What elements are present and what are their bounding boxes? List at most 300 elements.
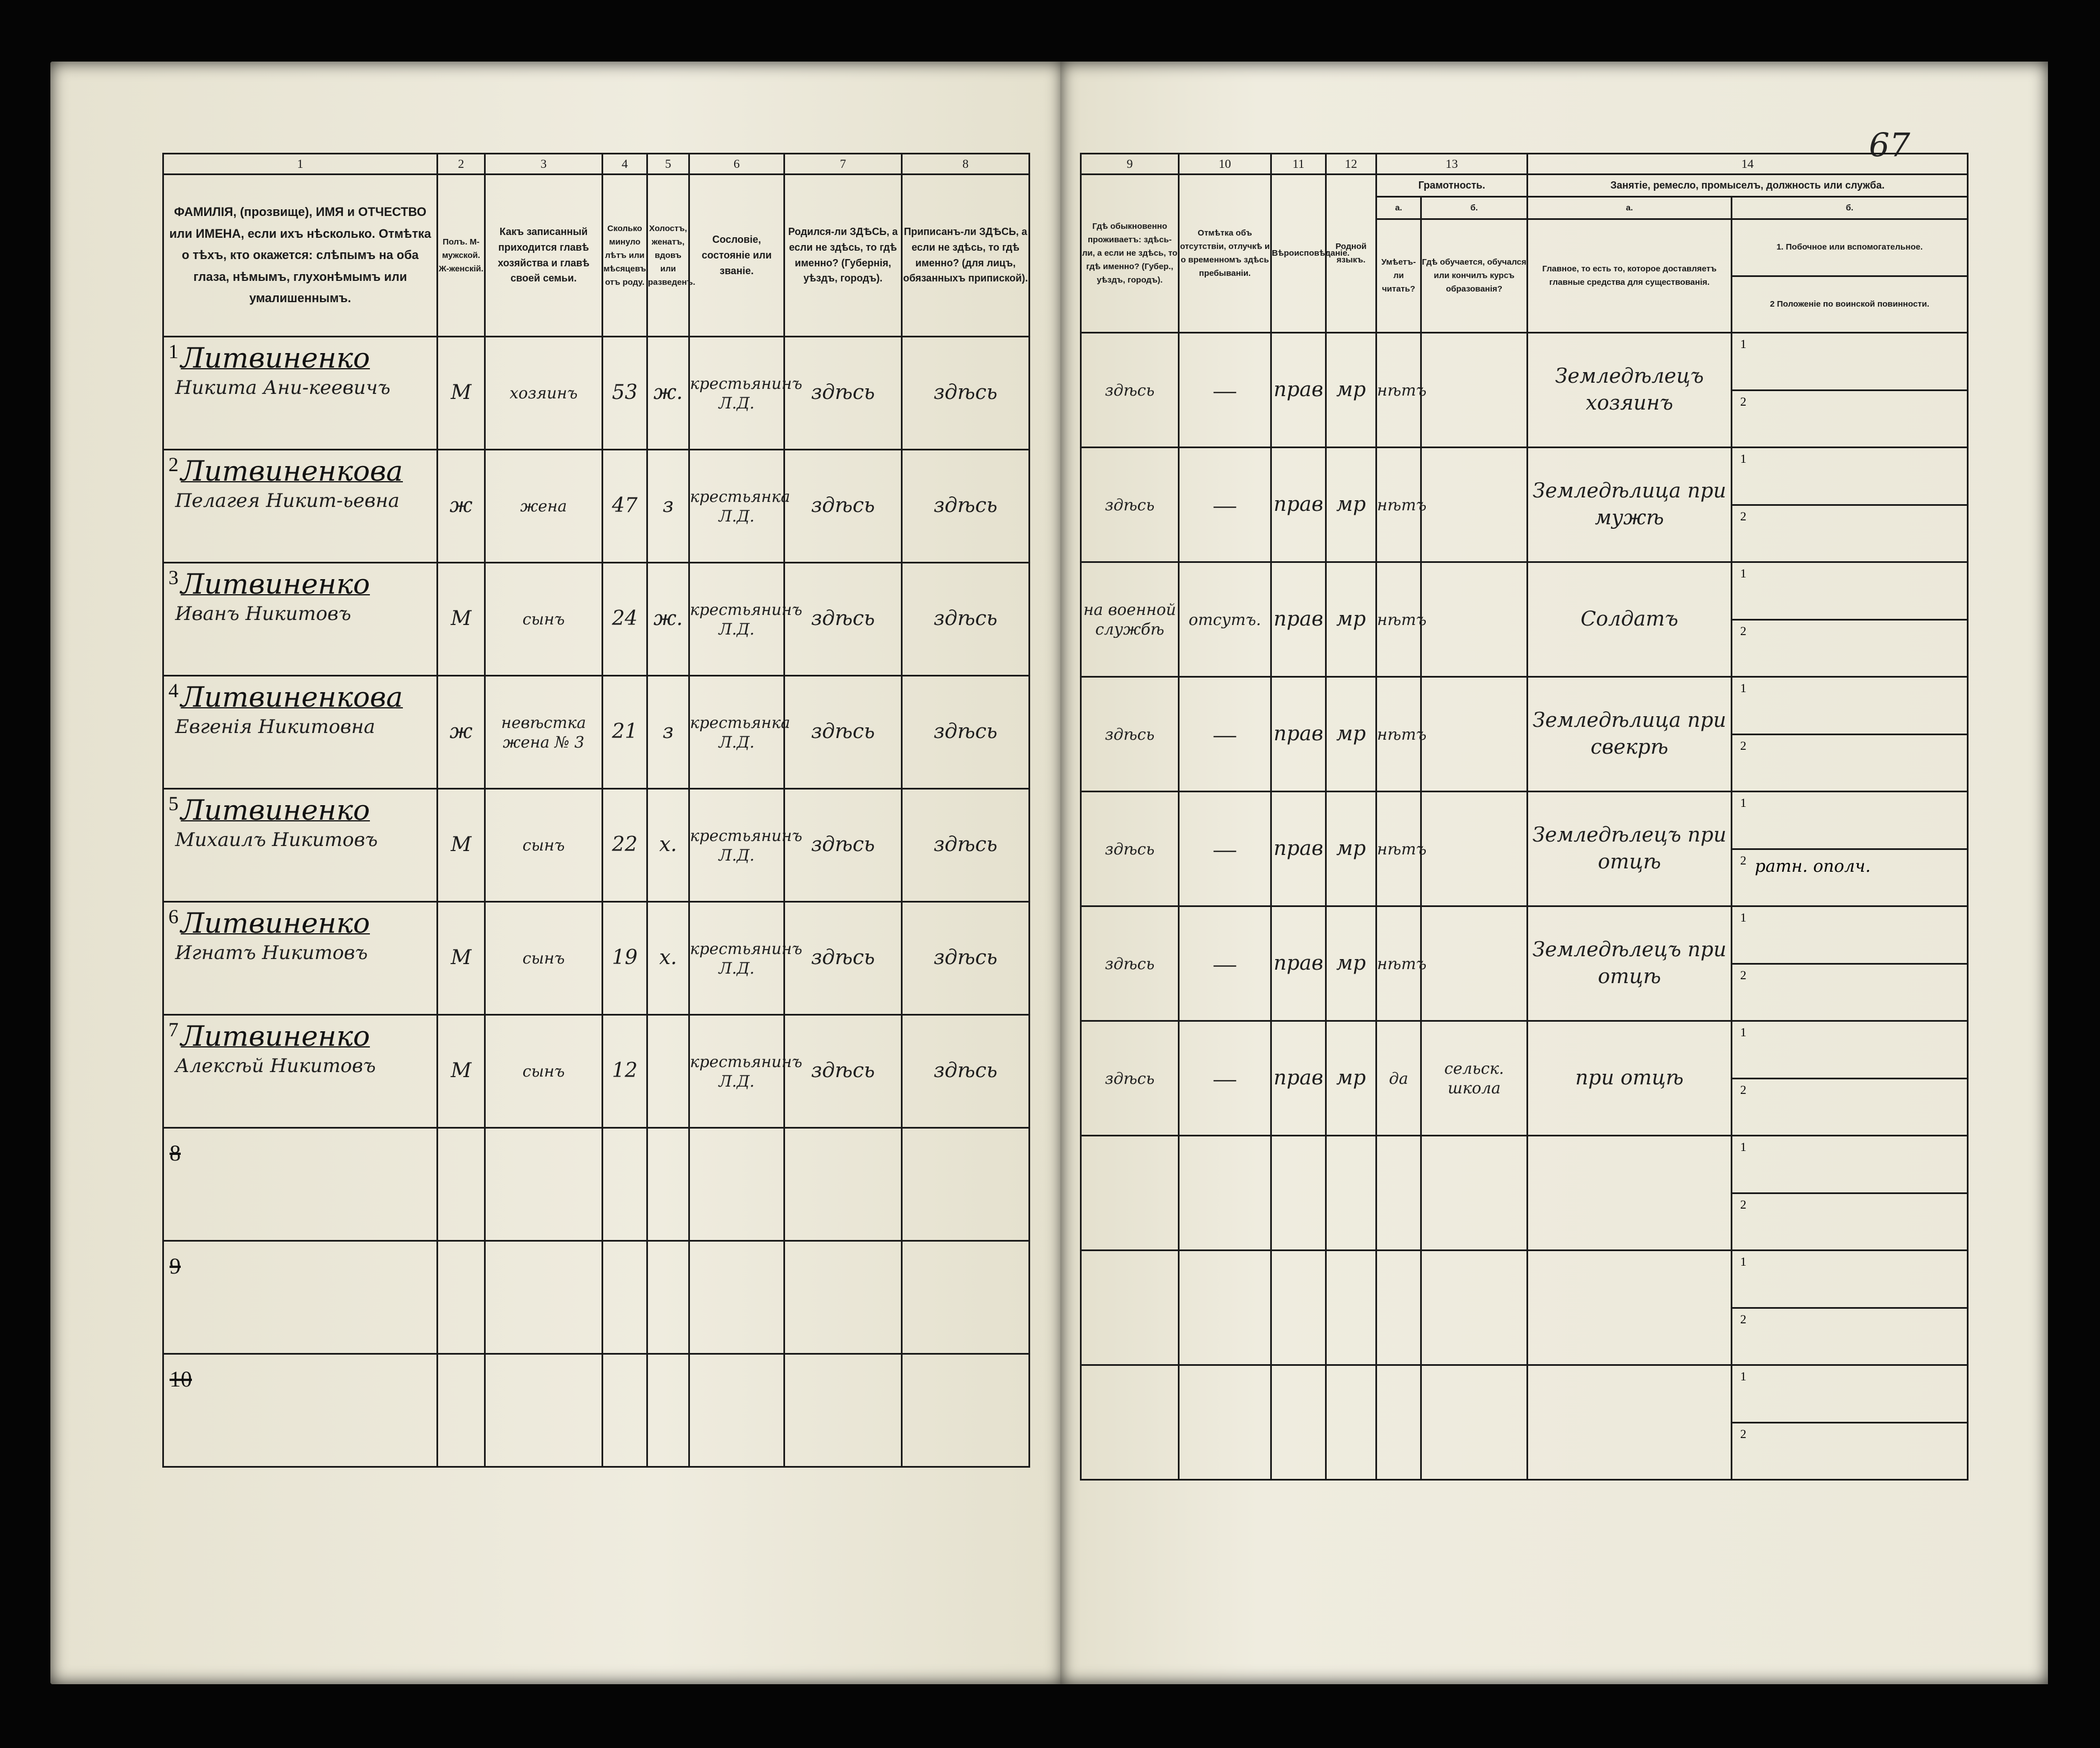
literacy-cell [1376, 677, 1427, 792]
relation-cell [485, 789, 603, 902]
registered-cell [902, 902, 1030, 1015]
secondary-cell [1732, 1251, 1968, 1365]
born-cell-text: здѣсь [811, 494, 875, 518]
residence-cell [1081, 1021, 1179, 1136]
table-row [1081, 448, 1968, 562]
registered-cell-text: здѣсь [933, 1059, 998, 1083]
column-number: 11 [1271, 154, 1326, 175]
age-cell-text: 21 [612, 720, 638, 744]
secondary-cell [1732, 792, 1968, 906]
relation-cell-text: невѣстка жена № 3 [501, 713, 586, 751]
relation-cell [485, 1128, 603, 1241]
relation-cell-text: сынъ [522, 836, 565, 855]
military-status-slot [1732, 965, 1967, 1021]
registered-cell-text: здѣсь [933, 381, 998, 405]
religion-cell-text: прав [1274, 722, 1323, 745]
born-cell [784, 1015, 902, 1128]
religion-cell [1271, 562, 1326, 677]
secondary-occupation-slot [1732, 448, 1967, 506]
page-number: 67 [1869, 126, 1910, 164]
secondary-occupation-slot [1732, 563, 1967, 621]
registered-cell [902, 563, 1030, 676]
religion-cell-text: прав [1274, 492, 1323, 516]
age-cell-text: 53 [612, 381, 638, 405]
row-number: 5 [168, 792, 178, 815]
table-row [163, 902, 1030, 1015]
surname: Литвиненко [181, 794, 370, 827]
given-name: Евгенія Никитовна [175, 716, 375, 739]
military-status-slot [1732, 506, 1967, 562]
table-row [1081, 792, 1968, 906]
name-cell [163, 902, 438, 1015]
table-row [163, 1015, 1030, 1128]
surname: Литвиненкова [181, 681, 403, 714]
residence-cell-text: здѣсь [1105, 839, 1155, 858]
row-number: 3 [168, 566, 178, 589]
header-main-occupation: Главное, то есть то, которое доставляетъ главные средства для существованія. [1528, 219, 1732, 333]
language-cell [1326, 1136, 1376, 1251]
military-status-slot [1732, 850, 1967, 906]
marital-cell [647, 789, 689, 902]
language-cell-text: мр [1336, 837, 1366, 860]
occupation-cell [1528, 1251, 1732, 1365]
secondary-occupation-slot [1732, 333, 1967, 391]
header-residence: Гдѣ обыкновенно проживаетъ: здѣсь-ли, а если не здѣсь, то гдѣ именно? (Губер., уѣздъ, городъ). [1081, 175, 1179, 333]
header-marital: Холостъ, женатъ, вдовъ или разведенъ. [647, 175, 689, 337]
marital-cell-text: х. [659, 946, 677, 970]
marital-cell [647, 676, 689, 789]
sub-index: 1 [1740, 566, 1746, 581]
estate-cell [689, 337, 802, 450]
estate-cell [689, 676, 791, 789]
registered-cell-text: здѣсь [933, 607, 998, 631]
literacy-cell-text: нѣтъ [1377, 495, 1427, 514]
occupation-cell-text: Земледѣлица при мужѣ [1533, 479, 1726, 530]
residence-cell-text: здѣсь [1105, 495, 1155, 514]
relation-cell [485, 337, 603, 450]
education-cell [1421, 1136, 1528, 1251]
column-number: 10 [1179, 154, 1271, 175]
military-status-slot [1732, 1423, 1967, 1479]
military-status-slot [1732, 735, 1967, 791]
secondary-occupation-slot [1732, 1366, 1967, 1423]
sub-index: 2 [1740, 1082, 1746, 1097]
registered-cell-text: здѣсь [933, 833, 998, 857]
residence-cell-text: здѣсь [1105, 725, 1155, 744]
occupation-cell [1528, 906, 1732, 1021]
name-cell [163, 1354, 438, 1467]
language-cell [1326, 906, 1376, 1021]
column-number: 6 [689, 154, 784, 175]
sex-cell-text: ж [449, 720, 473, 744]
marital-cell [647, 337, 689, 450]
given-name: Иванъ Никитовъ [175, 603, 351, 626]
language-cell [1326, 1021, 1376, 1136]
born-cell [784, 902, 902, 1015]
relation-cell-text: сынъ [522, 949, 565, 968]
marital-cell-text: з [663, 494, 674, 518]
absence-cell [1179, 677, 1271, 792]
occupation-cell-text: Земледѣлица при свекрѣ [1533, 708, 1726, 759]
sub-index: 2 [1740, 738, 1746, 753]
literacy-cell [1376, 1365, 1421, 1480]
header-secondary-occupation: 1. Побочное или вспомогательное. [1732, 220, 1967, 277]
table-row [1081, 562, 1968, 677]
education-cell [1421, 562, 1528, 677]
religion-cell-text: прав [1274, 1066, 1323, 1089]
sub-index: 2 [1740, 509, 1746, 523]
religion-cell-text: прав [1274, 837, 1323, 860]
surname: Литвиненко [181, 1020, 370, 1053]
sex-cell [438, 1128, 485, 1241]
relation-cell [485, 676, 603, 789]
sub-index: 2 [1740, 1197, 1746, 1211]
sex-cell [438, 676, 485, 789]
relation-cell [485, 902, 603, 1015]
religion-cell-text: прав [1274, 378, 1323, 401]
literacy-cell-text: нѣтъ [1377, 839, 1427, 858]
age-cell [603, 337, 647, 450]
absence-cell [1179, 562, 1271, 677]
occupation-cell [1528, 677, 1732, 792]
absence-cell-text: — [1214, 836, 1236, 862]
column-number: 13 [1376, 154, 1528, 175]
registered-cell [902, 676, 1030, 789]
marital-cell [647, 1354, 689, 1467]
column-number: 1 [163, 154, 438, 175]
age-cell-text: 19 [612, 946, 638, 970]
sex-cell [438, 1241, 485, 1354]
religion-cell-text: прав [1274, 607, 1323, 631]
literacy-cell [1376, 1136, 1421, 1251]
header-age: Сколько минуло лѣтъ или мѣсяцевъ отъ роду. [603, 175, 647, 337]
born-cell [784, 563, 902, 676]
sex-cell [438, 450, 485, 563]
relation-cell-text: сынъ [522, 1062, 565, 1081]
age-cell [603, 450, 647, 563]
column-number: 14 [1528, 154, 1968, 175]
marital-cell [647, 1241, 689, 1354]
absence-cell [1179, 792, 1271, 906]
secondary-occupation-slot [1732, 792, 1967, 850]
name-cell [163, 337, 438, 450]
sub-index: 2 [1740, 853, 1746, 867]
estate-cell [689, 1128, 784, 1241]
marital-cell-text: ж. [653, 607, 683, 631]
column-number: 8 [902, 154, 1030, 175]
column-number: 12 [1326, 154, 1376, 175]
header-language: Родной языкъ. [1326, 175, 1376, 333]
religion-cell-text: прав [1274, 951, 1323, 975]
sub-index: 1 [1740, 796, 1746, 810]
row-number: 4 [168, 679, 178, 702]
religion-cell [1271, 1365, 1326, 1480]
born-cell [784, 676, 902, 789]
row-number: 10 [170, 1366, 192, 1392]
residence-cell-text: здѣсь [1105, 380, 1155, 400]
absence-cell-text: — [1214, 492, 1236, 518]
marital-cell [647, 450, 689, 563]
sub-index: 2 [1740, 394, 1746, 408]
absence-cell [1179, 448, 1271, 562]
absence-cell-text: — [1214, 951, 1236, 976]
residence-cell [1081, 677, 1179, 792]
religion-cell [1271, 906, 1326, 1021]
column-number-row [163, 154, 1030, 175]
name-cell [163, 1015, 438, 1128]
table-row [163, 789, 1030, 902]
residence-cell [1081, 448, 1179, 562]
name-cell [163, 450, 438, 563]
education-cell [1421, 792, 1528, 906]
marital-cell-text: ж. [653, 381, 683, 405]
secondary-cell [1732, 1021, 1968, 1136]
absence-cell [1179, 1365, 1271, 1480]
absence-cell [1179, 1021, 1271, 1136]
secondary-occupation-slot [1732, 1022, 1967, 1079]
literacy-cell-text: да [1389, 1069, 1408, 1088]
sex-cell [438, 902, 485, 1015]
surname: Литвиненкова [181, 455, 403, 488]
estate-cell [689, 1015, 802, 1128]
military-status-slot [1732, 1079, 1967, 1135]
occupation-cell [1528, 1136, 1732, 1251]
age-cell [603, 1354, 647, 1467]
sub-index: 1 [1740, 1369, 1746, 1384]
registered-cell-text: здѣсь [933, 946, 998, 970]
header-education: Гдѣ обучается, обучался или кончилъ курсъ образованія? [1421, 219, 1528, 333]
estate-cell-text: крестьянка Л.Д. [690, 713, 791, 751]
born-cell [784, 450, 902, 563]
education-cell-text: сельск. школа [1444, 1059, 1504, 1098]
census-table-right [1080, 153, 1969, 1481]
sub-index: 1 [1740, 1025, 1746, 1040]
header-occ-b-label: б. [1732, 197, 1968, 219]
military-status-slot [1732, 391, 1967, 447]
occupation-cell [1528, 562, 1732, 677]
marital-cell [647, 1015, 689, 1128]
marital-cell [647, 902, 689, 1015]
age-cell [603, 563, 647, 676]
literacy-cell [1376, 1021, 1421, 1136]
marital-cell-text: х. [659, 833, 677, 857]
sub-index: 1 [1740, 337, 1746, 351]
table-row [163, 1128, 1030, 1241]
born-cell [784, 1128, 902, 1241]
table-row [163, 450, 1030, 563]
occupation-cell [1528, 333, 1732, 448]
table-row [163, 1354, 1030, 1467]
header-literacy-group: Грамотность. [1376, 175, 1528, 197]
residence-cell-text: здѣсь [1105, 954, 1155, 973]
table-row [1081, 1136, 1968, 1251]
residence-cell [1081, 1365, 1179, 1480]
religion-cell [1271, 1251, 1326, 1365]
education-cell [1421, 333, 1528, 448]
age-cell [603, 1241, 647, 1354]
absence-cell [1179, 906, 1271, 1021]
language-cell [1326, 792, 1376, 906]
table-row [1081, 1251, 1968, 1365]
age-cell-text: 47 [612, 494, 638, 518]
literacy-cell-text: нѣтъ [1377, 610, 1427, 629]
residence-cell [1081, 792, 1179, 906]
sex-cell-text: М [450, 946, 472, 970]
sex-cell [438, 1015, 485, 1128]
given-name: Алексѣй Никитовъ [175, 1055, 376, 1078]
sub-index: 1 [1740, 1140, 1746, 1154]
row-number: 8 [170, 1140, 181, 1166]
header-name: ФАМИЛІЯ, (прозвище), ИМЯ и ОТЧЕСТВО или ИМЕНА, если ихъ нѣсколько. Отмѣтка о тѣхъ, кто окажется: слѣпымъ на оба глаза, нѣмымъ, глухонѣмымъ или умалишеннымъ. [163, 175, 438, 337]
registered-cell [902, 450, 1030, 563]
residence-cell [1081, 333, 1179, 448]
header-registered: Приписанъ-ли ЗДѢСЬ, а если не здѣсь, то гдѣ именно? (для лицъ, обязанныхъ припиской). [902, 175, 1030, 337]
name-cell [163, 1241, 438, 1354]
column-number: 9 [1081, 154, 1179, 175]
language-cell [1326, 1251, 1376, 1365]
occupation-cell [1528, 792, 1732, 906]
religion-cell [1271, 677, 1326, 792]
secondary-occupation-slot [1732, 1251, 1967, 1309]
row-number: 1 [168, 340, 178, 363]
age-cell [603, 1015, 647, 1128]
table-row [1081, 1365, 1968, 1480]
language-cell [1326, 448, 1376, 562]
education-cell [1421, 1251, 1528, 1365]
literacy-cell-text: нѣтъ [1377, 380, 1427, 400]
absence-cell-text: — [1214, 1065, 1236, 1091]
column-number-row [1081, 154, 1968, 175]
born-cell-text: здѣсь [811, 720, 875, 744]
registered-cell [902, 1354, 1030, 1467]
row-number: 7 [168, 1018, 178, 1041]
education-cell [1421, 677, 1528, 792]
table-row [1081, 906, 1968, 1021]
sub-index: 2 [1740, 1312, 1746, 1326]
given-name: Михаилъ Никитовъ [175, 829, 378, 852]
age-cell-text: 12 [612, 1059, 638, 1083]
relation-cell [485, 563, 603, 676]
name-cell [163, 789, 438, 902]
relation-cell-text: жена [520, 497, 567, 516]
religion-cell [1271, 333, 1326, 448]
relation-cell [485, 450, 603, 563]
religion-cell [1271, 1136, 1326, 1251]
born-cell-text: здѣсь [811, 946, 875, 970]
column-header-row [163, 175, 1030, 337]
secondary-cell [1732, 562, 1968, 677]
table-row [163, 563, 1030, 676]
occupation-cell-text: при отцѣ [1575, 1066, 1684, 1089]
header-relation: Какъ записанный приходится главѣ хозяйства и главѣ своей семьи. [485, 175, 603, 337]
estate-cell-text: крестьянинъ Л.Д. [690, 826, 802, 864]
sex-cell [438, 1354, 485, 1467]
residence-cell-text: на военной службѣ [1083, 600, 1176, 639]
born-cell-text: здѣсь [811, 1059, 875, 1083]
sub-index: 2 [1740, 1426, 1746, 1441]
sex-cell-text: М [450, 1059, 472, 1083]
estate-cell [689, 450, 791, 563]
sub-index: 1 [1740, 910, 1746, 925]
surname: Литвиненко [181, 907, 370, 940]
language-cell-text: мр [1336, 492, 1366, 516]
registered-cell [902, 1015, 1030, 1128]
table-row [1081, 333, 1968, 448]
relation-cell [485, 1015, 603, 1128]
sex-cell [438, 337, 485, 450]
table-row [163, 337, 1030, 450]
secondary-cell [1732, 906, 1968, 1021]
header-occ-a-label: а. [1528, 197, 1732, 219]
residence-cell [1081, 906, 1179, 1021]
occupation-cell [1528, 1021, 1732, 1136]
sub-index: 1 [1740, 681, 1746, 696]
marital-cell [647, 563, 689, 676]
born-cell [784, 1354, 902, 1467]
name-cell [163, 1128, 438, 1241]
sub-index: 1 [1740, 452, 1746, 466]
absence-cell [1179, 1136, 1271, 1251]
given-name: Пелагея Никит-ьевна [175, 490, 400, 513]
military-status-slot [1732, 1194, 1967, 1250]
residence-cell [1081, 1136, 1179, 1251]
born-cell [784, 789, 902, 902]
language-cell [1326, 677, 1376, 792]
header-sex: Полъ. М-мужской. Ж-женскій. [438, 175, 485, 337]
age-cell [603, 789, 647, 902]
secondary-cell [1732, 333, 1968, 448]
header-literacy-b-label: б. [1421, 197, 1528, 219]
religion-cell [1271, 792, 1326, 906]
column-number: 4 [603, 154, 647, 175]
surname: Литвиненко [181, 568, 370, 601]
education-cell [1421, 448, 1528, 562]
literacy-cell [1376, 792, 1427, 906]
occupation-cell [1528, 448, 1732, 562]
group-header-row [1081, 175, 1968, 197]
sub-index: 2 [1740, 967, 1746, 982]
occupation-cell-text: Солдатъ [1580, 607, 1679, 631]
secondary-occupation-slot [1732, 1136, 1967, 1194]
occupation-cell-text: Земледѣлецъ при отцѣ [1532, 938, 1727, 989]
occupation-cell-text: Земледѣлецъ при отцѣ [1532, 823, 1727, 874]
residence-cell [1081, 1251, 1179, 1365]
language-cell-text: мр [1336, 1066, 1366, 1089]
absence-cell [1179, 333, 1271, 448]
language-cell-text: мр [1336, 951, 1366, 975]
column-number: 7 [784, 154, 902, 175]
language-cell-text: мр [1336, 722, 1366, 745]
name-cell [163, 676, 438, 789]
literacy-cell-text: нѣтъ [1377, 954, 1427, 973]
registered-cell-text: здѣсь [933, 720, 998, 744]
header-occupation-group: Занятіе, ремесло, промыселъ, должность или служба. [1528, 175, 1968, 197]
registered-cell-text: здѣсь [933, 494, 998, 518]
sex-cell-text: М [450, 607, 472, 631]
column-number: 2 [438, 154, 485, 175]
relation-cell [485, 1241, 603, 1354]
education-cell [1421, 1021, 1528, 1136]
estate-cell [689, 1241, 784, 1354]
row-number: 2 [168, 453, 178, 476]
table-row [1081, 1021, 1968, 1136]
registered-cell [902, 1128, 1030, 1241]
estate-cell-text: крестьянинъ Л.Д. [690, 600, 802, 638]
absence-cell [1179, 1251, 1271, 1365]
row-number: 6 [168, 905, 178, 928]
name-cell [163, 563, 438, 676]
header-absence: Отмѣтка объ отсутствіи, отлучкѣ и о временномъ здѣсь пребываніи. [1179, 175, 1271, 333]
